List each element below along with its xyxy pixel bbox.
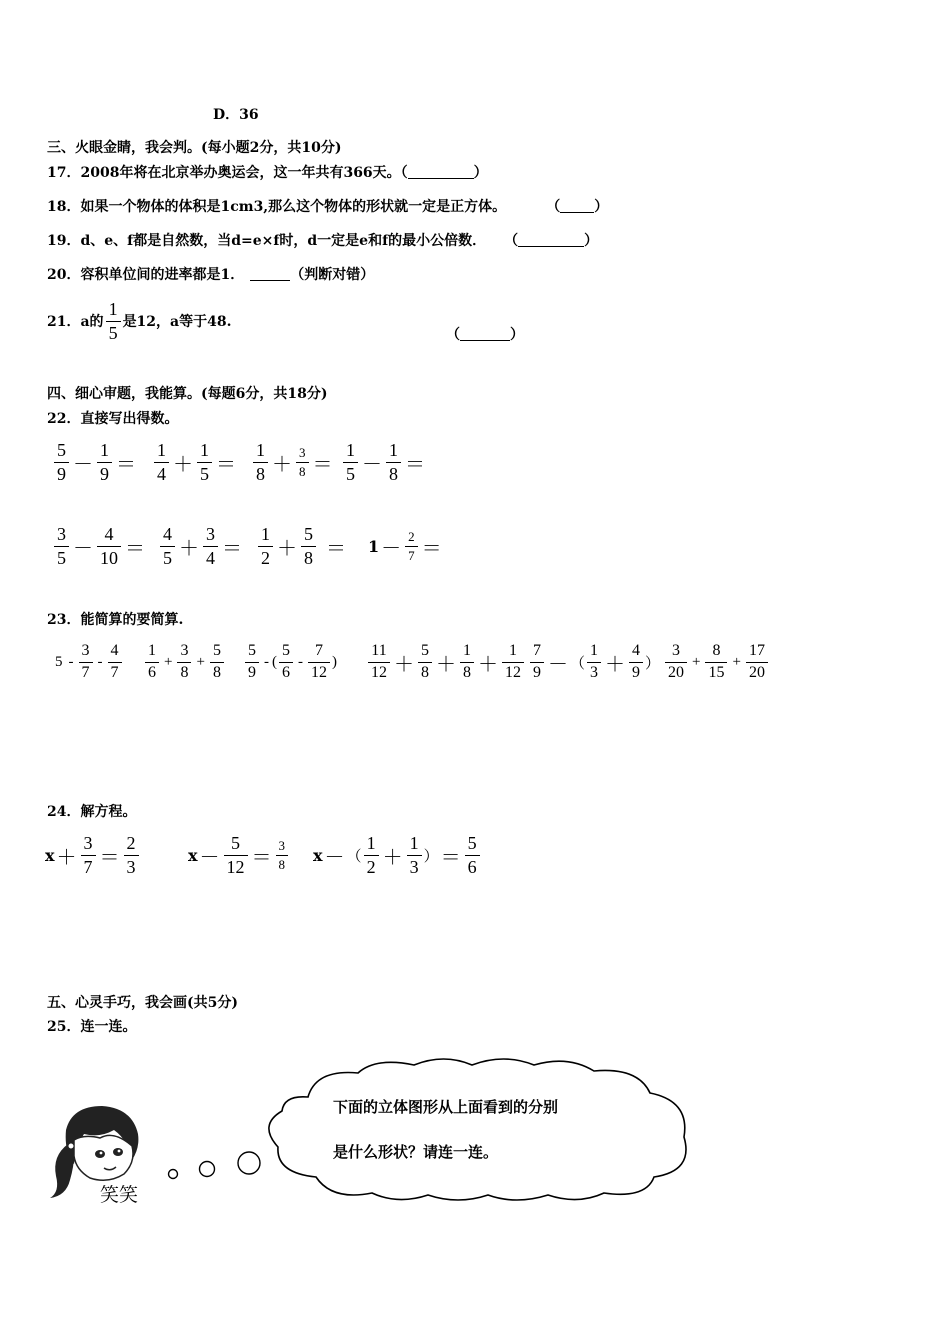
- denominator: 20: [746, 662, 768, 682]
- numerator: 7: [533, 642, 541, 659]
- denominator: 15: [705, 662, 727, 682]
- q23-expr-2: [143, 643, 226, 682]
- denominator: 8: [460, 662, 474, 682]
- cloud-text-line-1: 下面的立体图形从上面看到的分别: [333, 1098, 559, 1116]
- question-text: 容积单位间的进率都是1．: [80, 267, 245, 283]
- numerator: 5: [467, 833, 477, 853]
- numerator: 11: [371, 642, 387, 659]
- fraction: [124, 834, 139, 877]
- operator: ＋: [478, 653, 498, 676]
- denominator: 8: [301, 546, 316, 568]
- operator: ）: [645, 655, 661, 672]
- numerator: 17: [748, 642, 765, 659]
- denominator: 12: [368, 662, 390, 682]
- q23-expr-1: [55, 643, 124, 682]
- paren-open: （: [504, 233, 519, 249]
- denominator: 9: [54, 462, 69, 484]
- fraction: [465, 834, 480, 877]
- question-text: 2008年将在北京举办奥运会，这一年共有366天。（: [80, 165, 408, 181]
- paren-close: ）: [473, 165, 488, 181]
- denominator: 20: [665, 662, 687, 682]
- fraction: [145, 643, 159, 682]
- fraction: [746, 643, 768, 682]
- question-23: [47, 609, 183, 629]
- numerator: 3: [57, 524, 66, 544]
- operator: （: [570, 655, 586, 672]
- fraction: [587, 643, 601, 682]
- denominator: 7: [405, 546, 418, 563]
- fraction: [245, 643, 259, 682]
- operator: -: [264, 653, 269, 670]
- fraction: [253, 441, 268, 484]
- fraction: [54, 441, 69, 484]
- operator: －: [73, 537, 93, 560]
- fraction: [154, 441, 169, 484]
- paren-close: ）: [584, 233, 599, 249]
- denominator: 6: [145, 662, 159, 682]
- fraction: [79, 643, 93, 682]
- question-number: 23．: [47, 612, 81, 628]
- denominator: 9: [629, 662, 643, 682]
- numerator: 5: [421, 642, 429, 659]
- numerator: 5: [282, 642, 290, 659]
- denominator: 9: [245, 662, 259, 682]
- numerator: 3: [81, 642, 90, 659]
- denominator: 5: [54, 546, 69, 568]
- numerator: 7: [315, 642, 323, 659]
- numerator: 2: [126, 833, 136, 853]
- fraction: [460, 643, 474, 682]
- fraction: [296, 446, 309, 478]
- operator: ＋: [272, 453, 292, 476]
- numerator: 1: [346, 440, 355, 460]
- numerator: 1: [148, 642, 156, 659]
- operator: －: [73, 453, 93, 476]
- fraction: [530, 643, 544, 682]
- variable: 1: [368, 536, 380, 556]
- fraction: [97, 525, 121, 568]
- numerator: 5: [248, 642, 256, 659]
- fraction: [108, 643, 122, 682]
- denominator: 3: [587, 662, 601, 682]
- numerator: 5: [304, 524, 313, 544]
- question-22: [47, 408, 178, 428]
- numerator: 1: [366, 833, 376, 853]
- fraction: [276, 839, 289, 871]
- q22-expr-7: [256, 525, 348, 568]
- numerator: 3: [299, 445, 306, 461]
- operator: ＝: [216, 453, 236, 476]
- q23-expr-3: [243, 643, 337, 682]
- operator: ＋: [56, 846, 77, 869]
- question-25: [47, 1016, 136, 1036]
- denominator: 8: [386, 462, 401, 484]
- denominator: 8: [296, 462, 309, 479]
- answer-blank[interactable]: [460, 328, 510, 341]
- operator: +: [732, 653, 741, 670]
- question-text: 解方程。: [80, 804, 137, 820]
- fraction: [665, 643, 687, 682]
- operator: ＝: [116, 453, 136, 476]
- numerator: 4: [104, 524, 114, 544]
- operator: －: [362, 453, 382, 476]
- numerator: 1: [200, 440, 209, 460]
- denominator: 3: [407, 855, 422, 877]
- operator: －: [381, 537, 402, 560]
- denominator: 5: [343, 462, 358, 484]
- question-text: 连一连。: [80, 1019, 137, 1035]
- fraction: [301, 525, 316, 568]
- fraction: [502, 643, 524, 682]
- question-tail: （判断对错）: [290, 267, 375, 283]
- denominator: 10: [97, 546, 121, 568]
- fraction: [54, 525, 69, 568]
- question-21-answer: [446, 324, 524, 344]
- operator: ＝: [222, 537, 242, 560]
- numerator: 5: [57, 440, 66, 460]
- paren-close: ）: [594, 199, 609, 215]
- operator: 5: [55, 653, 63, 670]
- fraction: [279, 643, 293, 682]
- question-text-post: 是12，a等于48.: [122, 314, 232, 330]
- fraction: [210, 643, 224, 682]
- fraction: [418, 643, 432, 682]
- fraction: [97, 441, 112, 484]
- q22-expr-6: [158, 525, 244, 568]
- operator: +: [196, 653, 205, 670]
- cloud-text-line-2: 是什么形状？请连一连。: [333, 1143, 499, 1161]
- numerator: 1: [157, 440, 166, 460]
- numerator: 8: [712, 642, 721, 659]
- numerator: 1: [389, 440, 398, 460]
- numerator: 1: [463, 642, 471, 659]
- question-number: 17．: [47, 165, 81, 181]
- operator: ＋: [173, 453, 193, 476]
- q24-equation-1: [45, 834, 141, 877]
- denominator: 3: [124, 855, 139, 877]
- numerator: 3: [672, 642, 680, 659]
- girl-name-label: 笑笑: [100, 1184, 139, 1206]
- denominator: 5: [160, 546, 175, 568]
- denominator: 9: [97, 462, 112, 484]
- fraction: [224, 834, 248, 877]
- fraction: [203, 525, 218, 568]
- operator: ＝: [405, 453, 425, 476]
- numerator: 1: [108, 298, 118, 319]
- operator: ): [332, 653, 337, 670]
- fraction: [705, 643, 727, 682]
- numerator: 3: [206, 524, 215, 544]
- operator: －: [324, 846, 345, 869]
- question-text: 如果一个物体的体积是1cm3,那么这个物体的形状就一定是正方体。: [80, 199, 507, 215]
- operator: ＋: [277, 537, 297, 560]
- q22-expr-4: [341, 441, 427, 484]
- question-text: 能简算的要简算.: [80, 612, 184, 628]
- q22-expr-5: [52, 525, 147, 568]
- variable: x: [45, 845, 55, 865]
- numerator: 3: [180, 642, 189, 659]
- denominator: 6: [465, 855, 480, 877]
- denominator: 4: [203, 546, 218, 568]
- numerator: 4: [163, 524, 172, 544]
- fraction: [177, 643, 191, 682]
- denominator: 2: [364, 855, 379, 877]
- paren-open: （: [546, 199, 561, 215]
- question-number: 20．: [47, 267, 81, 283]
- q22-expr-2: [152, 441, 238, 484]
- question-text: 直接写出得数。: [80, 411, 179, 427]
- denominator: 12: [502, 662, 524, 682]
- denominator: 8: [210, 662, 224, 682]
- fraction: [106, 300, 121, 343]
- q24-equation-2: [188, 834, 290, 877]
- numerator: 3: [83, 833, 93, 853]
- fraction: [197, 441, 212, 484]
- paren-open: （: [446, 327, 460, 343]
- denominator: 5: [106, 321, 121, 343]
- variable: x: [188, 845, 198, 865]
- fraction: [364, 834, 379, 877]
- denominator: 12: [224, 855, 248, 877]
- operator: +: [692, 653, 701, 670]
- fraction: [629, 643, 643, 682]
- denominator: 7: [79, 662, 93, 682]
- denominator: 9: [530, 662, 544, 682]
- operator: ＋: [436, 653, 456, 676]
- numerator: 4: [632, 642, 641, 659]
- fraction: [405, 530, 418, 562]
- question-number: 22．: [47, 411, 81, 427]
- operator: ＋: [382, 846, 403, 869]
- question-19: [47, 230, 598, 250]
- operator: -: [68, 653, 74, 670]
- operator: ＝: [251, 846, 272, 869]
- question-number: 18．: [47, 199, 81, 215]
- operator: +: [164, 653, 173, 670]
- numerator: 3: [278, 838, 286, 854]
- q23-expr-6: [663, 643, 770, 682]
- operator: ＝: [421, 537, 442, 560]
- operator: （: [346, 848, 362, 865]
- operator: ＝: [125, 537, 145, 560]
- denominator: 8: [418, 662, 432, 682]
- fraction: [81, 834, 96, 877]
- operator: －: [199, 846, 220, 869]
- fraction: [160, 525, 175, 568]
- question-24: [47, 801, 136, 821]
- denominator: 8: [276, 855, 289, 872]
- section-3-heading: 三、火眼金睛，我会判。(每小题2分，共10分): [47, 140, 342, 156]
- q23-expr-5: [528, 643, 660, 682]
- numerator: 1: [409, 833, 419, 853]
- numerator: 2: [408, 529, 415, 544]
- numerator: 1: [590, 642, 599, 659]
- operator: ＋: [394, 653, 414, 676]
- q22-expr-3: [251, 441, 335, 484]
- numerator: 5: [231, 833, 241, 853]
- question-18: [47, 196, 608, 216]
- fraction: [407, 834, 422, 877]
- question-text: d、e、f都是自然数，当d=e×f时，d一定是e和f的最小公倍数．: [80, 233, 487, 249]
- variable: x: [313, 845, 323, 865]
- q23-expr-4: [366, 643, 526, 682]
- operator: ＝: [440, 846, 461, 869]
- operator: ＝: [312, 453, 333, 476]
- operator: －: [548, 653, 568, 676]
- q22-expr-1: [52, 441, 138, 484]
- fraction: [258, 525, 273, 568]
- section-5-heading: 五、心灵手巧，我会画(共5分): [47, 995, 238, 1011]
- q24-equation-3: [313, 834, 482, 877]
- operator: ＝: [326, 537, 346, 560]
- operator: ＋: [179, 537, 199, 560]
- fraction: [386, 441, 401, 484]
- numerator: 4: [110, 642, 119, 659]
- fraction: [368, 643, 390, 682]
- denominator: 12: [308, 662, 330, 682]
- operator: ）: [423, 848, 439, 865]
- denominator: 5: [197, 462, 212, 484]
- question-number: 24．: [47, 804, 81, 820]
- denominator: 2: [258, 546, 273, 568]
- answer-blank[interactable]: [250, 268, 290, 281]
- answer-blank[interactable]: [560, 200, 594, 213]
- denominator: 7: [108, 662, 122, 682]
- question-number: 19．: [47, 233, 81, 249]
- operator: -: [97, 653, 103, 670]
- numerator: 1: [256, 440, 265, 460]
- operator: -: [298, 653, 303, 670]
- question-21: [47, 298, 231, 344]
- fraction: [343, 441, 358, 484]
- speech-cloud: [258, 1055, 698, 1205]
- question-text: a的: [80, 314, 104, 330]
- answer-blank[interactable]: [408, 166, 474, 179]
- option-d: D．36: [213, 107, 259, 123]
- numerator: 5: [212, 642, 221, 659]
- question-number: 25．: [47, 1019, 81, 1035]
- denominator: 8: [253, 462, 268, 484]
- numerator: 1: [100, 440, 109, 460]
- section-4-heading: 四、细心审题，我能算。(每题6分，共18分): [47, 386, 328, 402]
- thought-bubbles: [162, 1147, 268, 1187]
- question-20: [47, 264, 374, 284]
- operator: ＋: [605, 653, 626, 676]
- numerator: 1: [509, 642, 517, 659]
- question-number: 21．: [47, 314, 81, 330]
- operator: ＝: [99, 846, 120, 869]
- numerator: 1: [261, 524, 270, 544]
- fraction: [308, 643, 330, 682]
- answer-blank[interactable]: [518, 234, 584, 247]
- operator: (: [272, 653, 277, 670]
- denominator: 6: [279, 662, 293, 682]
- paren-close: ）: [510, 327, 524, 343]
- question-17: [47, 162, 488, 182]
- q22-expr-8: [368, 530, 444, 562]
- denominator: 8: [177, 662, 191, 682]
- denominator: 7: [81, 855, 96, 877]
- denominator: 4: [154, 462, 169, 484]
